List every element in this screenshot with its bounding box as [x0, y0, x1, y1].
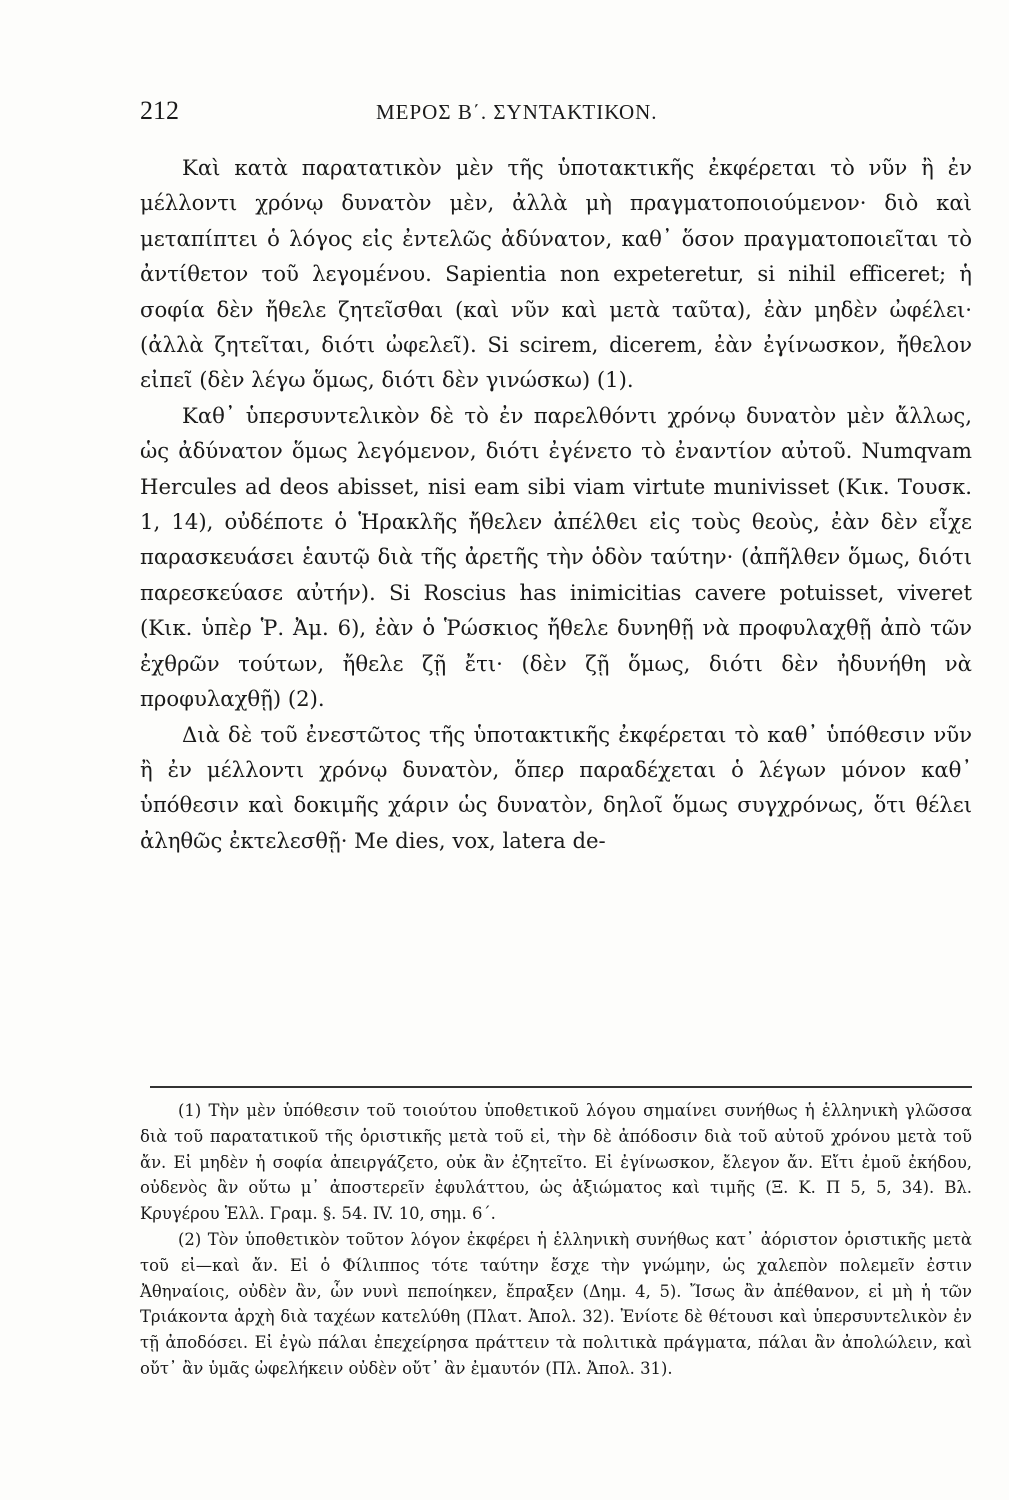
paragraph-imperfect: Καὶ κατὰ παρατατικὸν μὲν τῆς ὑποτακτικῆς ἐκφέρεται τὸ νῦν ἢ ἐν μέλλοντι χρόνῳ δυνατὸν μὲν, ἀλλὰ μὴ πραγματοποιούμενον· διὸ καὶ μεταπίπτει ὁ λόγος εἰς ἐντελῶς ἀδύνατον, καθ᾽ ὅσον πραγματοποιεῖται τὸ ἀντίθετον τοῦ λεγομένου. Sapientia non expeteretur, si nihil efficeret; ἡ σοφία δὲν ἤθελε ζητεῖσθαι (καὶ νῦν καὶ μετὰ ταῦτα), ἐὰν μηδὲν ὠφέλει· (ἀλλὰ ζητεῖται, διότι ὠφελεῖ). Si scirem, dicerem, ἐὰν ἐγίνωσκον, ἤθελον εἰπεῖ (δὲν λέγω ὅμως, διότι δὲν γινώσκω) (1). — [140, 155, 972, 393]
running-head: ΜΕΡΟΣ Β΄. ΣΥΝΤΑΚΤΙΚΟΝ. — [376, 100, 658, 124]
main-text — [140, 150, 972, 858]
paragraph-present: Διὰ δὲ τοῦ ἐνεστῶτος τῆς ὑποτακτικῆς ἐκφέρεται τὸ καθ᾽ ὑπόθεσιν νῦν ἢ ἐν μέλλοντι χρόνῳ δυνατὸν, ὅπερ παραδέχεται ὁ λέγων μόνον καθ᾽ ὑπόθεσιν καὶ δοκιμῆς χάριν ὡς δυνατὸν, δηλοῖ ὅμως συγχρόνως, ὅτι θέλει ἀληθῶς ἐκτελεσθῇ· Me dies, vox, latera de- — [140, 721, 972, 853]
footnote-divider — [150, 1086, 972, 1088]
page-number: 212 — [140, 96, 179, 125]
footnotes — [140, 1098, 972, 1382]
footnote-2: (2) Τὸν ὑποθετικὸν τοῦτον λόγον ἐκφέρει ἡ ἑλληνικὴ συνήθως κατ᾽ ἀόριστον ὁριστικῆς μετὰ τοῦ εἰ—καὶ ἄν. Εἰ ὁ Φίλιππος τότε ταύτην ἔσχε τὴν γνώμην, ὡς χαλεπὸν πολεμεῖν ἐστιν Ἀθηναίοις, οὐδὲν ἂν, ὧν νυνὶ πεποίηκεν, ἔπραξεν (Δημ. 4, 5). Ἴσως ἂν ἀπέθανον, εἰ μὴ ἡ τῶν Τριάκοντα ἀρχὴ διὰ ταχέων κατελύθη (Πλατ. Ἀπολ. 32). Ἐνίοτε δὲ θέτουσι καὶ ὑπερσυντελικὸν ἐν τῇ ἀποδόσει. Εἰ ἐγὼ πάλαι ἐπεχείρησα πράττειν τὰ πολιτικὰ πράγματα, πάλαι ἂν ἀπολώλειν, καὶ οὔτ᾽ ἂν ὑμᾶς ὠφελήκειν οὐδὲν οὔτ᾽ ἂν ἐμαυτόν (Πλ. Ἀπολ. 31). — [140, 1229, 972, 1378]
paragraph-pluperfect: Καθ᾽ ὑπερσυντελικὸν δὲ τὸ ἐν παρελθόντι χρόνῳ δυνατὸν μὲν ἄλλως, ὡς ἀδύνατον ὅμως λεγόμενον, διότι ἐγένετο τὸ ἐναντίον αὐτοῦ. Numqvam Hercules ad deos abisset, nisi eam sibi viam virtute munivisset (Κικ. Τουσκ. 1, 14), οὐδέποτε ὁ Ἡρακλῆς ἤθελεν ἀπέλθει εἰς τοὺς θεοὺς, ἐὰν δὲν εἶχε παρασκευάσει ἑαυτῷ διὰ τῆς ἀρετῆς τὴν ὁδὸν ταύτην· (ἀπῆλθεν ὅμως, διότι παρεσκεύασε αὐτήν). Si Roscius has inimicitias cavere potuisset, viveret (Κικ. ὑπὲρ Ῥ. Ἀμ. 6), ἐὰν ὁ Ῥώσκιος ἤθελε δυνηθῇ νὰ προφυλαχθῇ ἀπὸ τῶν ἐχθρῶν τούτων, ἤθελε ζῇ ἔτι· (δὲν ζῇ ὅμως, διότι δὲν ἠδυνήθη νὰ προφυλαχθῇ) (2). — [140, 402, 972, 712]
page-header — [140, 96, 975, 132]
footnote-1: (1) Τὴν μὲν ὑπόθεσιν τοῦ τοιούτου ὑποθετικοῦ λόγου σημαίνει συνήθως ἡ ἑλληνικὴ γλῶσσα διὰ τοῦ παρατατικοῦ τῆς ὁριστικῆς μετὰ τοῦ εἰ, τὴν δὲ ἀπόδοσιν διὰ τοῦ αὐτοῦ χρόνου μετὰ τοῦ ἄν. Εἰ μηδὲν ἡ σοφία ἀπειργάζετο, οὐκ ἂν ἐζητεῖτο. Εἰ ἐγίνωσκον, ἔλεγον ἄν. Εἴτι ἐμοῦ ἐκήδου, οὐδενὸς ἂν οὕτω μ᾽ ἀποστερεῖν ἐφυλάττου, ὡς ἀξιώματος καὶ τιμῆς (Ξ. Κ. Π 5, 5, 34). Βλ. Κρυγέρου Ἑλλ. Γραμ. §. 54. IV. 10, σημ. 6΄. — [140, 1101, 972, 1224]
